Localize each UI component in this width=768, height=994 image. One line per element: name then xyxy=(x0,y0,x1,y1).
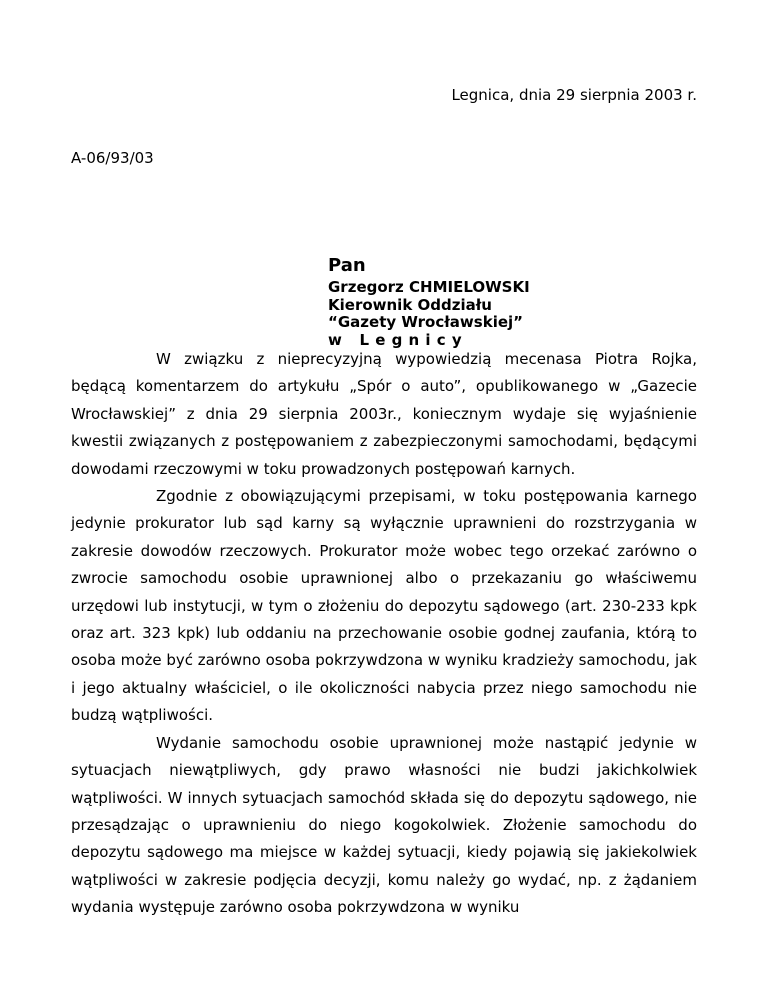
recipient-location: w Legnicy xyxy=(328,330,468,349)
body-paragraph-3: Wydanie samochodu osobie uprawnionej może nastąpić jedynie w sytuacjach niewątpliwych, gdy prawo własności nie budzi jakichkolwiek wątpliwości. W innych sytuacjach samochód składa się do depozytu sądowego, nie przesądzając o uprawnieniu do niego kogokolwiek. Złożenie samochodu do depozytu sądowego ma miejsce w każdej sytuacji, kiedy pojawią się jakiekolwiek wątpliwości w zakresie podjęcia decyzji, komu należy go wydać, np. z żądaniem wydania występuje zarówno osoba pokrzywdzona w wyniku xyxy=(71,733,697,917)
reference-number: A-06/93/03 xyxy=(71,149,154,167)
letter-body xyxy=(71,346,697,922)
recipient-organization: “Gazety Wrocławskiej” xyxy=(328,313,524,331)
recipient-name: Grzegorz CHMIELOWSKI xyxy=(328,278,530,296)
recipient-position: Kierownik Oddziału xyxy=(328,295,492,314)
recipient-block xyxy=(328,256,530,349)
body-paragraph-1: W związku z nieprecyzyjną wypowiedzią mecenasa Piotra Rojka, będącą komentarzem do artykułu „Spór o auto”, opublikowanego w „Gazecie Wrocławskiej” z dnia 29 sierpnia 2003r., koniecznym wydaje się wyjaśnienie kwestii związanych z postępowaniem z zabezpieczonymi samochodami, będącymi dowodami rzeczowymi w toku prowadzonych postępowań karnych. xyxy=(71,350,697,478)
recipient-salutation: Pan xyxy=(328,255,366,276)
body-paragraph-2: Zgodnie z obowiązującymi przepisami, w toku postępowania karnego jedynie prokurator lub sąd karny są wyłącznie uprawnieni do rozstrzygania w zakresie dowodów rzeczowych. Prokurator może wobec tego orzekać zarówno o zwrocie samochodu osobie uprawnionej albo o przekazaniu go właściwemu urzędowi lub instytucji, w tym o złożeniu do depozytu sądowego (art. 230-233 kpk oraz art. 323 kpk) lub oddaniu na przechowanie osobie godnej zaufania, którą to osoba może być zarówno osoba pokrzywdzona w wyniku kradzieży samochodu, jak i jego aktualny właściciel, o ile okoliczności nabycia przez niego samochodu nie budzą wątpliwości. xyxy=(71,487,697,725)
place-and-date: Legnica, dnia 29 sierpnia 2003 r. xyxy=(451,86,697,104)
